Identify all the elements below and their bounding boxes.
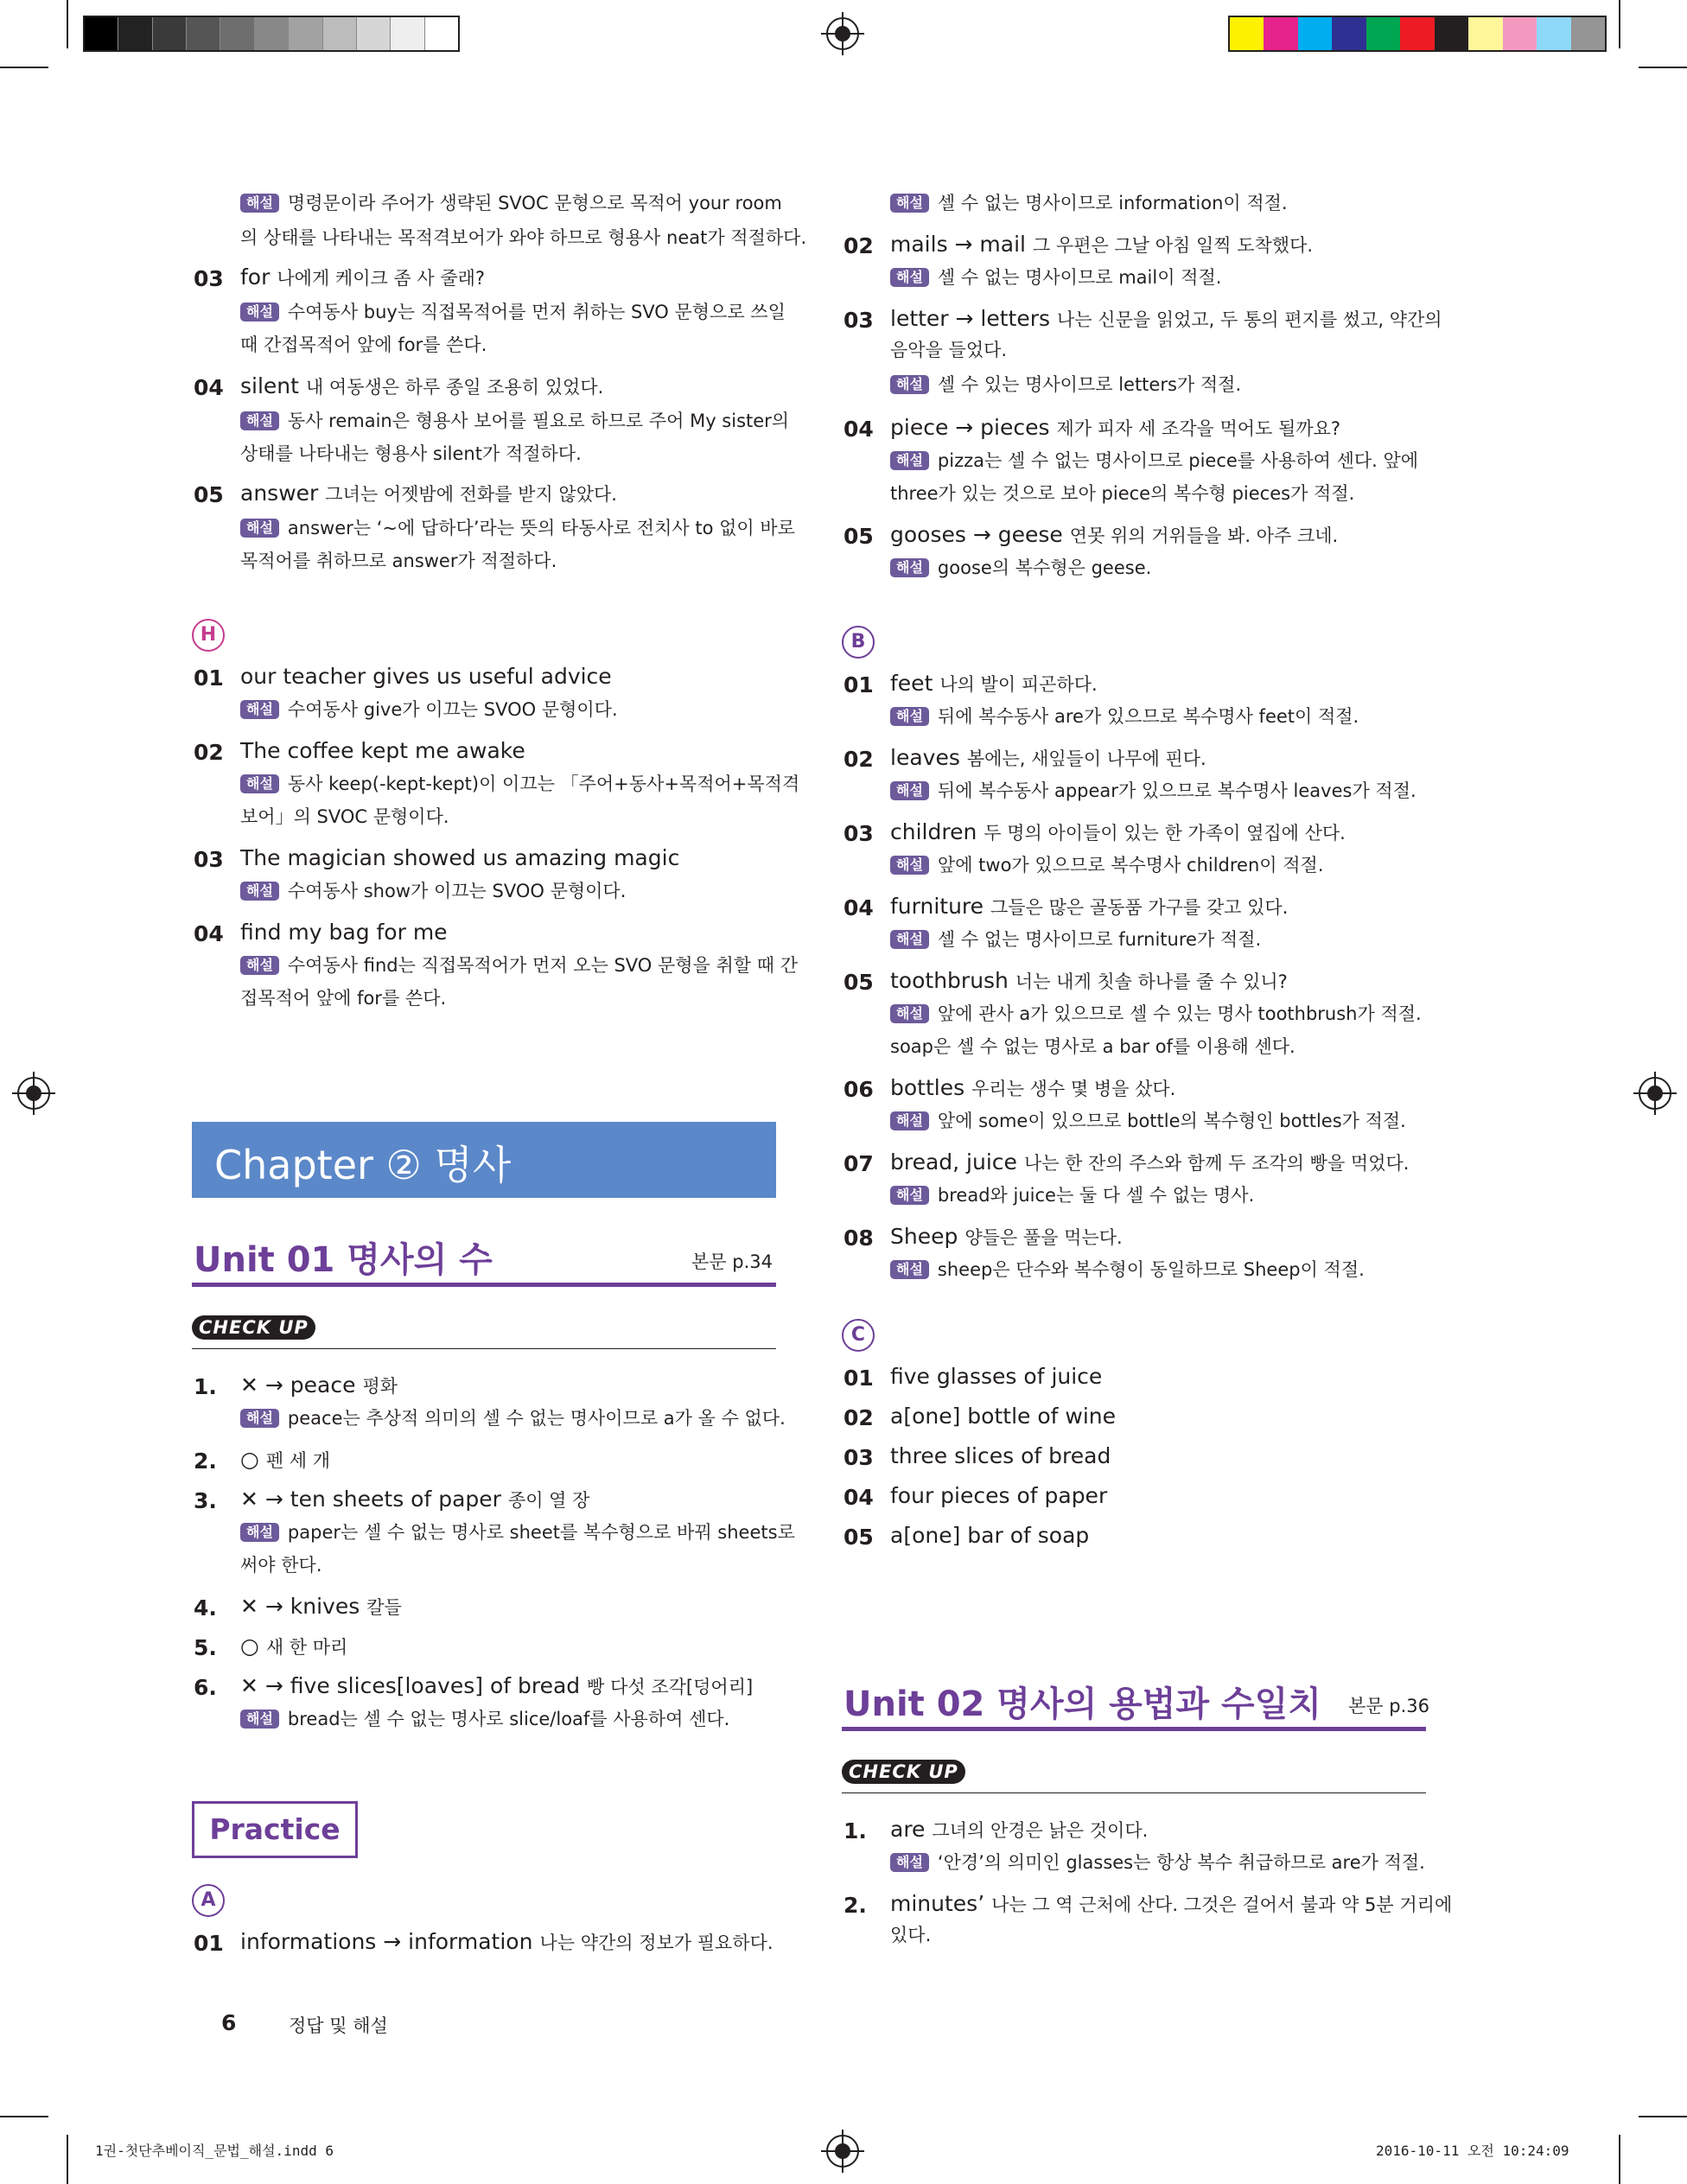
unit01-rule xyxy=(192,1283,776,1287)
page-label: 정답 및 해설 xyxy=(289,2015,388,2036)
crop-mark xyxy=(0,2116,48,2117)
crop-mark xyxy=(67,2135,68,2184)
divider xyxy=(842,1792,1426,1793)
crop-mark xyxy=(67,0,68,48)
divider xyxy=(192,1348,776,1349)
crop-mark xyxy=(1619,0,1620,48)
color-bar xyxy=(1228,16,1607,52)
section-a-marker: A xyxy=(192,1884,225,1917)
unit01-page-ref: 본문 p.34 xyxy=(691,1251,773,1272)
unit02-title: Unit 02 명사의 용법과 수일치 xyxy=(844,1684,1321,1724)
chapter-banner xyxy=(192,1122,776,1198)
unit01-title: Unit 01 명사의 수 xyxy=(194,1240,493,1280)
crop-mark xyxy=(0,67,48,68)
registration-mark-right xyxy=(1639,1077,1671,1110)
crop-mark xyxy=(1639,2116,1687,2117)
chapter-title: Chapter ② 명사 xyxy=(214,1142,512,1188)
crop-mark xyxy=(1619,2135,1620,2184)
slug-date: 2016-10-11 오전 10:24:09 xyxy=(1376,2143,1569,2159)
explanation-badge: 해설 xyxy=(240,194,279,213)
unit02-rule xyxy=(842,1727,1426,1731)
registration-mark-bottom xyxy=(826,2135,859,2168)
slug-file: 1권-첫단추베이직_문법_해설.indd 6 xyxy=(95,2143,334,2159)
checkup-label: CHECK UP xyxy=(842,1760,965,1784)
grayscale-bar xyxy=(83,16,460,52)
practice-heading: Practice xyxy=(192,1801,358,1858)
checkup-label: CHECK UP xyxy=(192,1315,315,1340)
section-h-marker: H xyxy=(192,619,225,652)
registration-mark-top xyxy=(826,17,859,50)
unit02-page-ref: 본문 p.36 xyxy=(1348,1696,1429,1716)
registration-mark-left xyxy=(17,1077,50,1110)
crop-mark xyxy=(1639,67,1687,68)
page-number: 6 xyxy=(221,2010,237,2035)
section-b-marker: B xyxy=(842,626,875,659)
section-c-marker: C xyxy=(842,1319,875,1352)
